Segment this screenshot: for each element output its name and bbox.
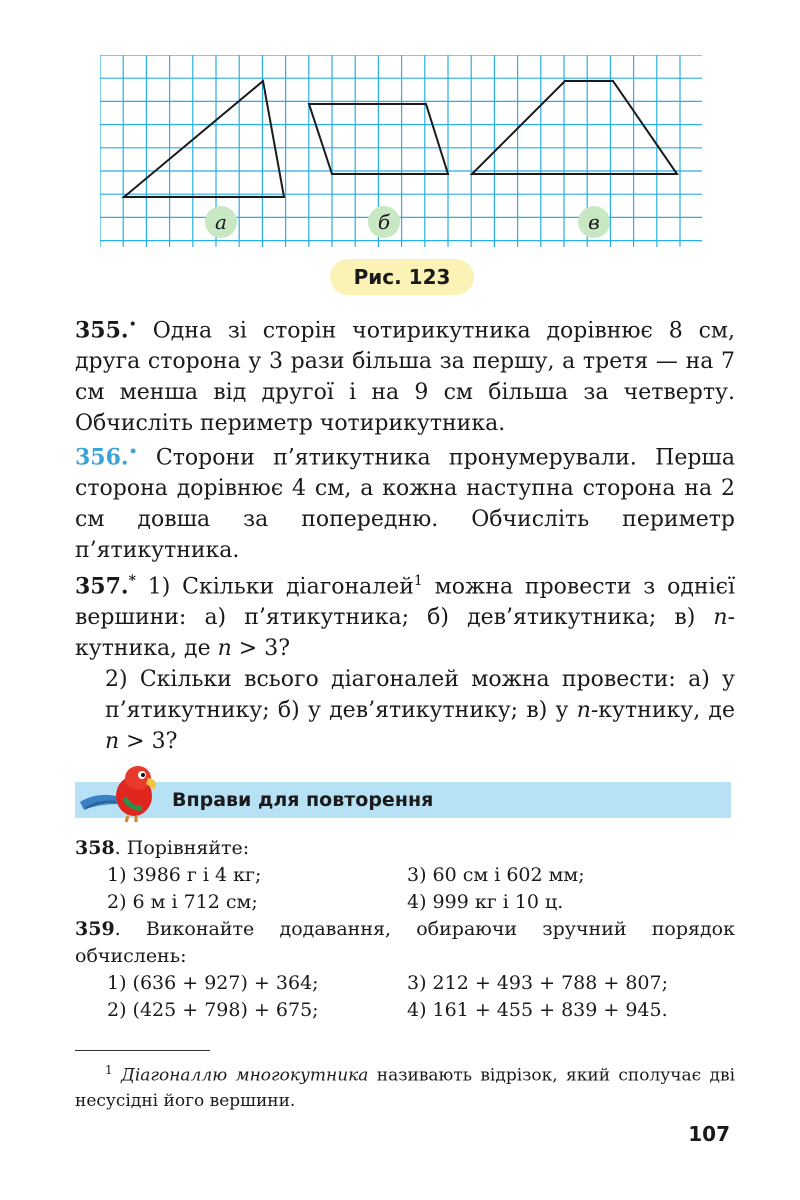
task-text: Сторони п’ятикутника пронумерували. Перша сторона дорівнює 4 см, а кожна наступна сторона на 2 см довша за попередню. Обчисліть периметр п’ятикутника. xyxy=(75,445,735,564)
footnote xyxy=(75,1058,735,1114)
task-part-1: 1) Скільки діагоналей xyxy=(147,574,414,600)
section-title: Вправи для повторення xyxy=(172,789,434,811)
difficulty-mark: * xyxy=(128,573,136,589)
task-part-2: 2) Скільки всього діагоналей можна провести: а) у п’ятикутнику; б) у дев’ятикутнику; в) у n-кутнику, де n > 3? xyxy=(105,667,735,755)
figure-123-grid xyxy=(100,55,702,247)
footnote-divider xyxy=(75,1050,210,1051)
parrot-icon xyxy=(76,758,164,824)
footnote-term: Діагоналлю многокутника xyxy=(121,1065,369,1086)
label-v: в xyxy=(588,210,600,234)
task-number: 357. xyxy=(75,573,129,600)
task-title: . Порівняйте: xyxy=(114,837,250,859)
task-359-item: 1) (636 + 927) + 364; xyxy=(107,972,319,994)
task-number: 359 xyxy=(75,918,115,940)
task-number: 355. xyxy=(75,317,129,344)
difficulty-mark: • xyxy=(128,317,137,333)
task-number: 356. xyxy=(75,444,129,471)
task-359 xyxy=(75,916,735,970)
task-355 xyxy=(75,310,735,439)
task-357: 357.* 1) Скільки діагоналей$^1$ можна провести з однієї вершини: а) п’ятикутника; б) дев’ятикутника; в) n-кутника, де n > 3? 2) Скільки всього діагоналей можна провести: а) у п’ятикутнику; б) у дев’ятикутнику; в) у n-кутнику, де n > 3? xyxy=(75,566,735,757)
task-358-item: 1) 3986 г і 4 кг; xyxy=(107,864,262,886)
label-b: б xyxy=(377,210,391,234)
difficulty-mark: • xyxy=(128,444,138,460)
task-358-item: 2) 6 м і 712 см; xyxy=(107,891,258,913)
task-358-item: 4) 999 кг і 10 ц. xyxy=(407,891,564,913)
task-359-item: 4) 161 + 455 + 839 + 945. xyxy=(407,999,668,1021)
task-359-item: 3) 212 + 493 + 788 + 807; xyxy=(407,972,668,994)
trapezoid-shape xyxy=(472,81,677,174)
task-359-item: 2) (425 + 798) + 675; xyxy=(107,999,319,1021)
task-358 xyxy=(75,835,735,862)
task-356 xyxy=(75,437,735,566)
task-text: Одна зі сторін чотирикутника дорівнює 8 см, друга сторона у 3 рази більша за першу, а третя — на 7 см менша від другої і на 9 см більша за четверту. Обчисліть периметр чотирикутника. xyxy=(75,318,735,437)
grid-lines xyxy=(100,55,702,247)
label-a: а xyxy=(215,210,227,234)
task-358-item: 3) 60 см і 602 мм; xyxy=(407,864,585,886)
page-number: 107 xyxy=(688,1122,730,1146)
figure-caption: Рис. 123 xyxy=(330,259,474,295)
footnote-text: називають відрізок, який сполучає дві несусідні його вершини. xyxy=(75,1065,736,1111)
footnote-ref: 1 xyxy=(413,573,423,589)
task-number: 358 xyxy=(75,837,115,859)
footnote-mark: 1 xyxy=(105,1063,113,1077)
task-title: . Виконайте додавання, обираючи зручний порядок обчислень: xyxy=(75,918,735,967)
triangle-shape xyxy=(124,81,284,197)
